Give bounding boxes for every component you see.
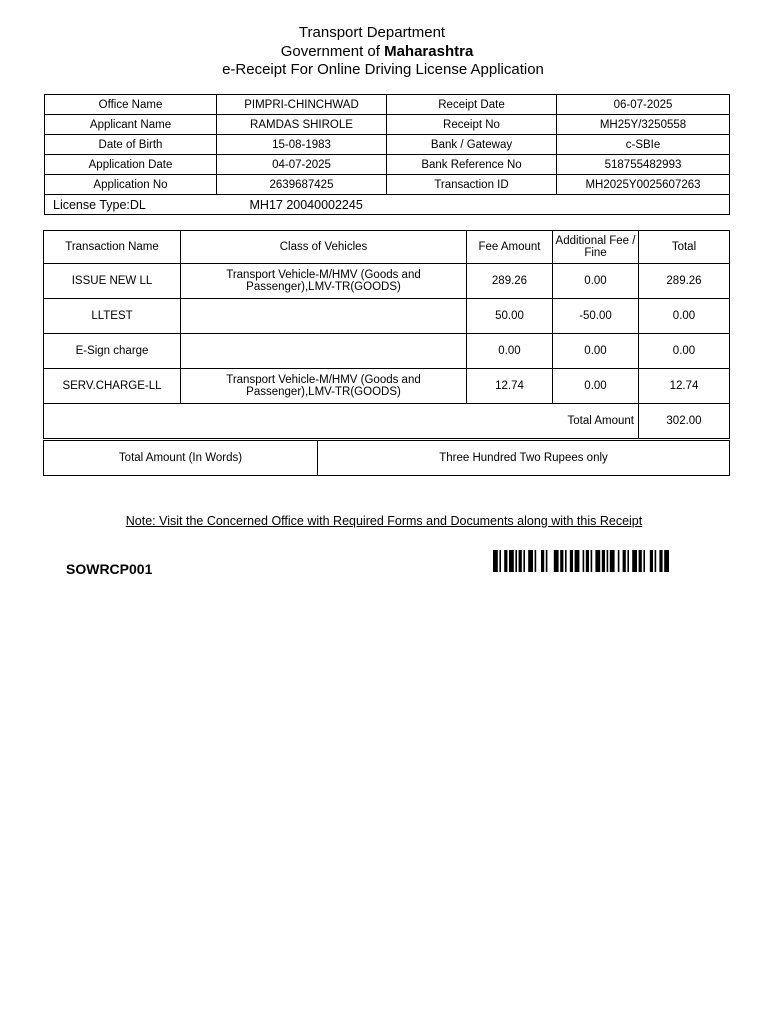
info-label: Application No <box>45 175 217 195</box>
info-value: c-SBIe <box>557 135 730 155</box>
barcode-bar <box>523 550 525 572</box>
barcode-icon <box>493 550 707 572</box>
fee-row <box>44 299 730 334</box>
barcode-bar <box>499 550 501 572</box>
info-value: 15-08-1983 <box>217 135 387 155</box>
info-value: 06-07-2025 <box>557 95 730 115</box>
transaction-name: E-Sign charge <box>44 334 181 369</box>
license-number: MH17 20040002245 <box>217 195 730 215</box>
barcode-bar <box>570 550 573 572</box>
barcode-bar <box>519 550 522 572</box>
info-label: Bank / Gateway <box>387 135 557 155</box>
barcode-bar <box>602 550 605 572</box>
row-total: 0.00 <box>639 299 730 334</box>
barcode-bar <box>595 550 600 572</box>
info-row <box>45 155 730 175</box>
barcode-bar <box>541 550 544 572</box>
barcode-bar <box>528 550 533 572</box>
fee-amount: 50.00 <box>467 299 553 334</box>
barcode-bar <box>535 550 537 572</box>
info-row <box>45 95 730 115</box>
info-row <box>45 115 730 135</box>
info-label: Transaction ID <box>387 175 557 195</box>
barcode-bar <box>575 550 580 572</box>
amount-in-words-row <box>44 441 730 476</box>
info-value: MH25Y/3250558 <box>557 115 730 135</box>
fee-row <box>44 369 730 404</box>
fee-table <box>43 230 730 439</box>
barcode-bar <box>504 550 507 572</box>
barcode-bar <box>515 550 517 572</box>
info-label: Applicant Name <box>45 115 217 135</box>
fee-row <box>44 264 730 299</box>
total-amount-label: Total Amount <box>44 404 639 439</box>
barcode-bar <box>650 550 653 572</box>
row-total: 12.74 <box>639 369 730 404</box>
vehicle-class <box>181 299 467 334</box>
info-value: 04-07-2025 <box>217 155 387 175</box>
additional-fee: 0.00 <box>553 264 639 299</box>
header-fee-amount: Fee Amount <box>467 231 553 264</box>
vehicle-class: Transport Vehicle-M/HMV (Goods and Passenger),LMV-TR(GOODS) <box>181 369 467 404</box>
government-prefix: Government of <box>280 43 385 60</box>
vehicle-class <box>181 334 467 369</box>
barcode-bar <box>554 550 559 572</box>
barcode-bar <box>659 550 662 572</box>
info-value: RAMDAS SHIROLE <box>217 115 387 135</box>
info-value: 518755482993 <box>557 155 730 175</box>
info-label: Date of Birth <box>45 135 217 155</box>
amount-in-words-table <box>43 440 730 476</box>
info-label: Office Name <box>45 95 217 115</box>
fee-row <box>44 334 730 369</box>
info-label: Bank Reference No <box>387 155 557 175</box>
info-label: Receipt No <box>387 115 557 135</box>
additional-fee: 0.00 <box>553 369 639 404</box>
info-row <box>45 135 730 155</box>
form-code: SOWRCP001 <box>66 561 153 577</box>
header-total: Total <box>639 231 730 264</box>
department-title: Transport Department <box>298 24 446 41</box>
fee-amount: 0.00 <box>467 334 553 369</box>
barcode-bar <box>586 550 589 572</box>
state-name: Maharashtra <box>384 43 474 60</box>
barcode-bar <box>664 550 669 572</box>
barcode-bar <box>623 550 626 572</box>
fee-amount: 289.26 <box>467 264 553 299</box>
fee-table-header <box>44 231 730 264</box>
header-class-of-vehicles: Class of Vehicles <box>181 231 467 264</box>
transaction-name: LLTEST <box>44 299 181 334</box>
barcode-bar <box>607 550 609 572</box>
amount-in-words-label: Total Amount (In Words) <box>44 441 318 476</box>
additional-fee: -50.00 <box>553 299 639 334</box>
info-label: Application Date <box>45 155 217 175</box>
barcode-bar <box>509 550 514 572</box>
header-transaction-name: Transaction Name <box>44 231 181 264</box>
receipt-title: e-Receipt For Online Driving License Application <box>222 61 544 78</box>
barcode-bar <box>618 550 620 572</box>
license-row <box>45 195 730 215</box>
info-value: 2639687425 <box>217 175 387 195</box>
receipt-note: Note: Visit the Concerned Office with Required Forms and Documents along with this Receipt <box>125 514 643 528</box>
applicant-info-table <box>44 94 730 215</box>
barcode-bar <box>546 550 548 572</box>
barcode-bar <box>655 550 657 572</box>
transaction-name: SERV.CHARGE-LL <box>44 369 181 404</box>
barcode-bar <box>632 550 637 572</box>
barcode-bar <box>639 550 642 572</box>
total-amount-value: 302.00 <box>639 404 730 439</box>
row-total: 0.00 <box>639 334 730 369</box>
government-title <box>0 43 761 60</box>
info-value: PIMPRI-CHINCHWAD <box>217 95 387 115</box>
barcode-bar <box>583 550 585 572</box>
vehicle-class: Transport Vehicle-M/HMV (Goods and Passenger),LMV-TR(GOODS) <box>181 264 467 299</box>
row-total: 289.26 <box>639 264 730 299</box>
total-amount-row <box>44 404 730 439</box>
barcode-bar <box>493 550 498 572</box>
barcode-bar <box>591 550 593 572</box>
additional-fee: 0.00 <box>553 334 639 369</box>
info-row <box>45 175 730 195</box>
barcode-bar <box>610 550 615 572</box>
license-type: License Type:DL <box>45 195 217 215</box>
amount-in-words-value: Three Hundred Two Rupees only <box>318 441 730 476</box>
barcode-bar <box>627 550 629 572</box>
transaction-name: ISSUE NEW LL <box>44 264 181 299</box>
info-value: MH2025Y0025607263 <box>557 175 730 195</box>
barcode-bar <box>560 550 563 572</box>
barcode-bar <box>565 550 567 572</box>
header-additional-fee: Additional Fee / Fine <box>553 231 639 264</box>
info-label: Receipt Date <box>387 95 557 115</box>
fee-amount: 12.74 <box>467 369 553 404</box>
barcode-bar <box>643 550 645 572</box>
